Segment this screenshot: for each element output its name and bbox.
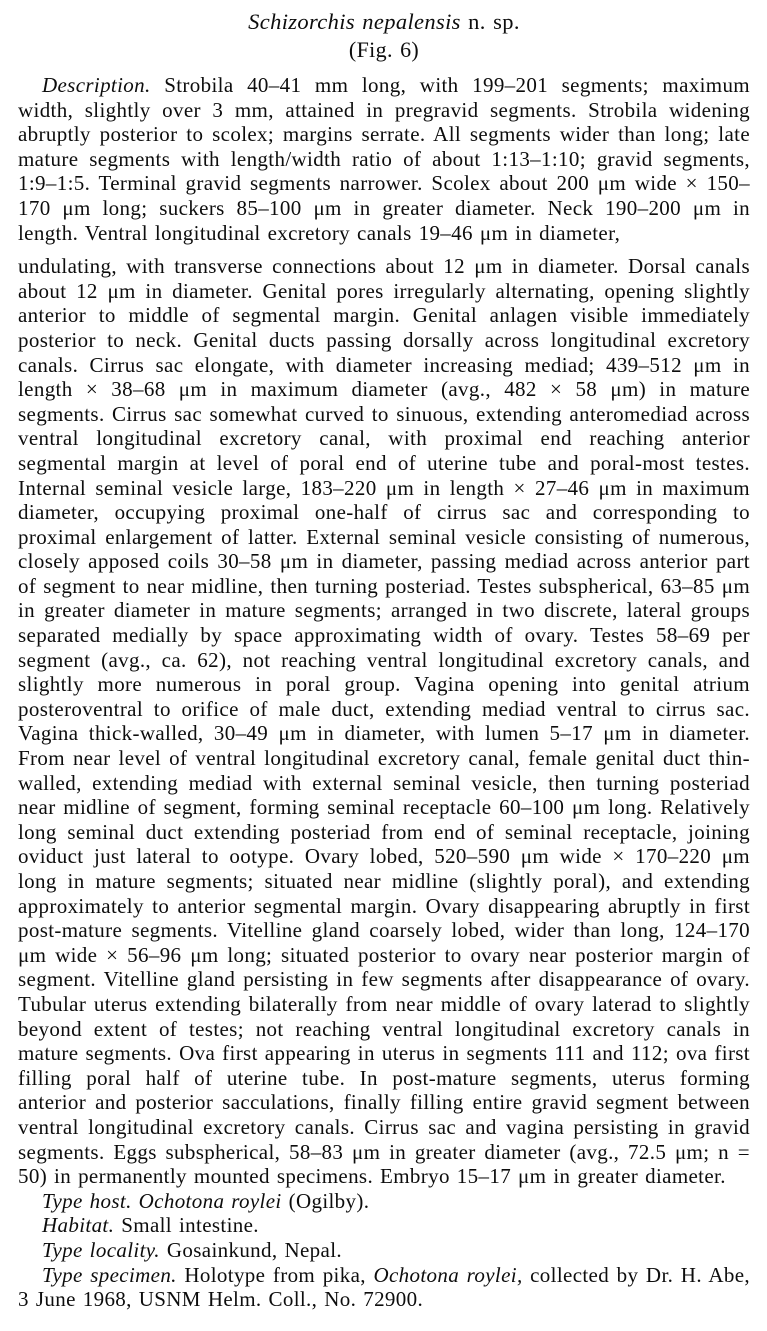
type-host-species-italic: Ochotona roylei (131, 1188, 282, 1213)
figure-reference: (Fig. 6) (348, 37, 420, 62)
type-host-line (18, 1189, 750, 1214)
habitat-value: Small intestine. (114, 1213, 259, 1238)
species-title (18, 8, 750, 35)
type-specimen-species-italic: Ochotona roylei, (373, 1262, 523, 1287)
type-locality-label: Type locality. (42, 1237, 160, 1262)
type-specimen-details: collected by Dr. H. Abe, 3 June 1968, USNM Helm. Coll., No. 72900. (18, 1262, 750, 1312)
type-specimen-pre: Holotype from pika, (176, 1262, 374, 1287)
description-paragraph-1 (18, 73, 750, 245)
description-paragraph-2: undulating, with transverse connections about 12 μm in diameter. Dorsal canals about 12 μm in diameter. Genital pores irregularly alternating, opening slightly anterior to middle of segmental margin. Genital anlagen visible immediately posterior to neck. Genital ducts passing dorsally across longitudinal excretory canals. Cirrus sac elongate, with diameter increasing mediad; 439–512 μm in length × 38–68 μm in maximum diameter (avg., 482 × 58 μm) in mature segments. Cirrus sac somewhat curved to sinuous, extending anteromediad across ventral longitudinal excretory canal, with proximal end reaching anterior segmental margin at level of poral end of uterine tube and poral-most testes. Internal seminal vesicle large, 183–220 μm in length × 27–46 μm in maximum diameter, occupying proximal one-half of cirrus sac and corresponding to proximal enlargement of latter. External seminal vesicle consisting of numerous, closely apposed coils 30–58 μm in diameter, passing mediad across anterior part of segment to near midline, then turning posteriad. Testes subspherical, 63–85 μm in greater diameter in mature segments; arranged in two discrete, lateral groups separated medially by space approximating width of ovary. Testes 58–69 per segment (avg., ca. 62), not reaching ventral longitudinal excretory canals, and slightly more numerous in poral group. Vagina opening into genital atrium posteroventral to orifice of male duct, extending mediad ventral to cirrus sac. Vagina thick-walled, 30–49 μm in diameter, with lumen 5–17 μm in diameter. From near level of ventral longitudinal excretory canal, female genital duct thin-walled, extending mediad with external seminal vesicle, then turning posteriad near midline of segment, forming seminal receptacle 60–100 μm long. Relatively long seminal duct extending posteriad from end of seminal receptacle, joining oviduct just lateral to ootype. Ovary lobed, 520–590 μm wide × 170–220 μm long in mature segments; situated near midline (slightly poral), and extending approximately to anterior segmental margin. Ovary disappearing abruptly in first post-mature segments. Vitelline gland coarsely lobed, wider than long, 124–170 μm wide × 56–96 μm long; situated posterior to ovary near posterior margin of segment. Vitelline gland persisting in few segments after disappearance of ovary. Tubular uterus extending bilaterally from near middle of ovary laterad to slightly beyond extent of testes; not reaching ventral longitudinal excretory canals in mature segments. Ova first appearing in uterus in segments 111 and 112; ova first filling poral half of uterine tube. In post-mature segments, uterus forming anterior and posterior sacculations, finally filling entire gravid segment between ventral longitudinal excretory canals. Cirrus sac and vagina persisting in gravid segments. Eggs subspherical, 58–83 μm in greater diameter (avg., 72.5 μm; n = 50) in permanently mounted specimens. Embryo 15–17 μm in greater diameter. (18, 254, 751, 1189)
habitat-line (18, 1213, 750, 1238)
type-specimen-line (18, 1263, 750, 1312)
species-name-italic: Schizorchis nepalensis (248, 9, 461, 34)
description-text-part1: Strobila 40–41 mm long, with 199–201 segments; maximum width, slightly over 3 mm, attained in pregravid segments. Strobila widening abruptly posterior to scolex; margins serrate. All segments wider than long; late mature segments with length/width ratio of about 1:13–1:10; gravid segments, 1:9–1:5. Terminal gravid segments narrower. Scolex about 200 μm wide × 150–170 μm long; suckers 85–100 μm in greater diameter. Neck 190–200 μm in length. Ventral longitudinal excretory canals 19–46 μm in diameter, (18, 73, 750, 245)
description-label: Description. (42, 73, 151, 97)
type-host-label: Type host. (42, 1188, 132, 1213)
type-locality-value: Gosainkund, Nepal. (159, 1237, 342, 1262)
type-locality-line (18, 1238, 750, 1263)
type-host-authority: (Ogilby). (281, 1188, 370, 1213)
habitat-label: Habitat. (42, 1213, 115, 1238)
type-specimen-label: Type specimen. (42, 1262, 177, 1287)
species-title-suffix: n. sp. (460, 9, 520, 34)
